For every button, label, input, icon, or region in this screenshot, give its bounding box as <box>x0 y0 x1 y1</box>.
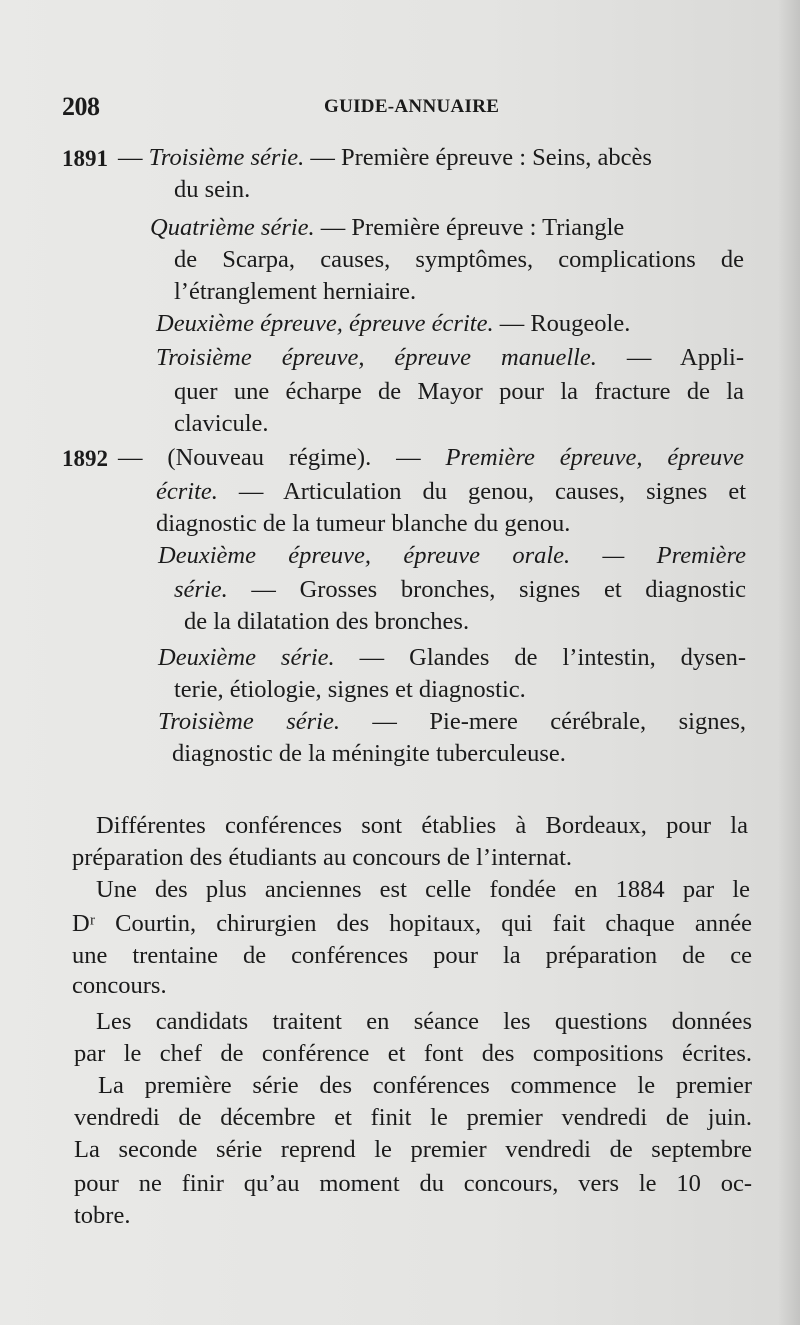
exam-label: Deuxième épreuve, épreuve écrite. <box>156 310 494 337</box>
exam-label: écrite. <box>156 478 218 505</box>
entry-line: Deuxième épreuve, épreuve écrite. — Rougeole. <box>156 310 631 337</box>
entry-line: l’étranglement herniaire. <box>174 278 417 305</box>
entry-line: écrite. — Articulation du genou, causes, signes et <box>156 478 747 505</box>
entry-line: diagnostic de la tumeur blanche du genou. <box>156 510 571 537</box>
entry-line: terie, étiologie, signes et diagnostic. <box>174 676 526 703</box>
entry-line: de la dilatation des bronches. <box>184 608 470 635</box>
paragraph-line: préparation des étudiants au concours de l’internat. <box>72 844 573 871</box>
series-label: série. <box>174 576 228 603</box>
paragraph-line: pour ne finir qu’au moment du concours, vers le 10 oc- <box>74 1170 752 1197</box>
page-number: 208 <box>62 92 100 121</box>
entry-line: du sein. <box>174 176 251 203</box>
paragraph-line: tobre. <box>74 1202 131 1229</box>
entry-line: — (Nouveau régime). — Première épreuve, épreuve <box>118 444 745 471</box>
entry-line: quer une écharpe de Mayor pour la fracture de la <box>174 378 744 405</box>
entry-line: Deuxième série. — Glandes de l’intestin, dysen- <box>158 644 747 671</box>
paragraph-line: Différentes conférences sont établies à Bordeaux, pour la <box>96 812 748 839</box>
page-edge-shadow <box>778 0 800 1325</box>
year-1892: 1892 <box>62 446 108 471</box>
exam-label: Troisième épreuve, épreuve manuelle. <box>156 344 597 371</box>
entry-line: Troisième épreuve, épreuve manuelle. — Appli- <box>156 344 744 371</box>
paragraph-line: une trentaine de conférences pour la préparation de ce <box>72 942 752 969</box>
entry-line: clavicule. <box>174 410 269 437</box>
entry-line: Quatrième série. — Première épreuve : Triangle <box>150 214 625 241</box>
series-label: Quatrième série. <box>150 214 315 241</box>
year-1891: 1891 <box>62 146 108 171</box>
paragraph-line: vendredi de décembre et finit le premier vendredi de juin. <box>74 1104 752 1131</box>
entry-line: série. — Grosses bronches, signes et diagnostic <box>174 576 747 603</box>
paragraph-line: par le chef de conférence et font des compositions écrites. <box>74 1040 752 1067</box>
paragraph-line: La seconde série reprend le premier vendredi de septembre <box>74 1136 752 1163</box>
entry-line: Troisième série. — Pie-mere cérébrale, signes, <box>158 708 746 735</box>
entry-line <box>158 540 746 572</box>
paragraph-line: Les candidats traitent en séance les questions données <box>96 1008 752 1035</box>
entry-line: — Troisième série. — Première épreuve : Seins, abcès <box>118 144 652 171</box>
paragraph-line: Dʳ Courtin, chirurgien des hopitaux, qui fait chaque année <box>72 910 752 937</box>
paragraph-line: concours. <box>72 972 167 999</box>
exam-label: Deuxième épreuve, épreuve orale. — Première <box>158 542 746 569</box>
series-label: Troisième série. <box>158 708 340 735</box>
page-header <box>62 92 742 122</box>
running-title: GUIDE-ANNUAIRE <box>324 96 500 117</box>
entry-line: de Scarpa, causes, symptômes, complications de <box>174 246 744 273</box>
paragraph-line: La première série des conférences commence le premier <box>98 1072 752 1099</box>
entry-line: diagnostic de la méningite tuberculeuse. <box>172 740 566 767</box>
series-label: Troisième série. <box>148 144 305 171</box>
exam-label: Première épreuve, épreuve <box>445 444 745 471</box>
series-label: Deuxième série. <box>158 644 335 671</box>
paragraph-line: Une des plus anciennes est celle fondée en 1884 par le <box>96 876 750 903</box>
